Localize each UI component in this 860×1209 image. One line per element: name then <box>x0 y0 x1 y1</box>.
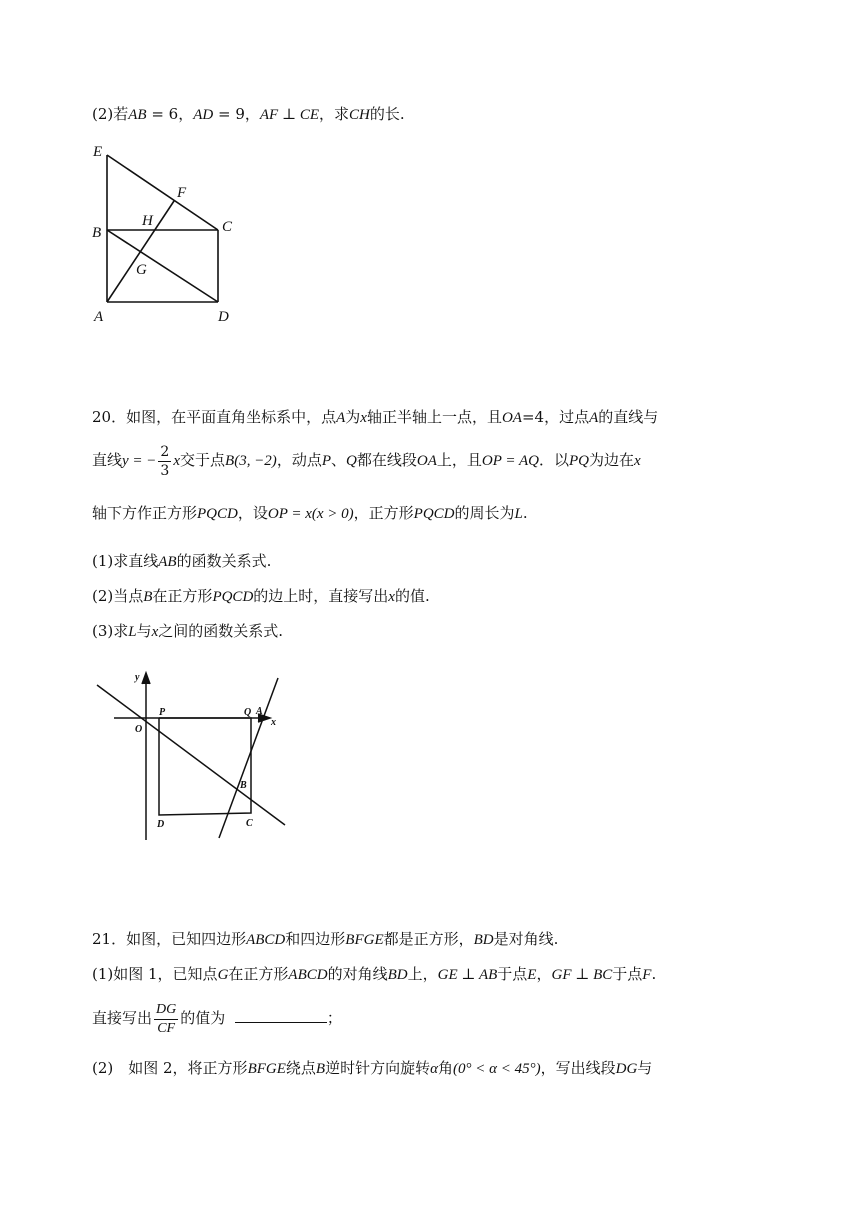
label-p: P <box>159 707 166 718</box>
y-axis-arrow <box>142 673 150 684</box>
label-b: B <box>240 780 247 791</box>
q20-line-2: 直线y = − $\frac{2}{3}$ x交于点B(3, −2)，动点P、Q都在线段OA上，且OP = AQ．以PQ为边在x <box>92 443 641 479</box>
label-e: E <box>93 144 103 160</box>
label-o: O <box>135 724 143 735</box>
q21-line-1: 21．如图，已知四边形ABCD和四边形BFGE都是正方形，BD是对角线. <box>92 930 559 948</box>
label-f: F <box>177 185 187 201</box>
label-a: A <box>256 706 263 717</box>
q21-part1: (1)如图 1，已知点G在正方形ABCD的对角线BD上，GE ⊥ AB于点E，GF ⊥ BC于点F. <box>92 965 657 983</box>
label-y: y <box>135 672 140 683</box>
label-d: D <box>157 819 165 830</box>
label-q: Q <box>244 707 252 718</box>
q20-line-3: 轴下方作正方形PQCD，设OP = x(x > 0)，正方形PQCD的周长为L. <box>92 504 528 522</box>
square-pqcd <box>159 718 251 815</box>
label-c: C <box>246 818 253 829</box>
label-a: A <box>94 309 104 325</box>
label-h: H <box>142 213 153 229</box>
label-g: G <box>136 262 147 278</box>
q20-line-1: 20．如图，在平面直角坐标系中，点A为x轴正半轴上一点，且OA=4，过点A的直线与 <box>92 408 659 426</box>
answer-blank[interactable] <box>235 1008 327 1023</box>
fraction-dg-over-cf: $\frac{DG}{CF}$ <box>156 1001 177 1036</box>
label-x: x <box>271 717 276 728</box>
q20-part2: (2)当点B在正方形PQCD的边上时，直接写出x的值. <box>92 587 430 605</box>
label-c: C <box>222 219 233 235</box>
label-d: D <box>218 309 229 325</box>
fraction-two-thirds: $\frac{2}{3}$ <box>160 443 170 479</box>
label-b: B <box>92 225 102 241</box>
q21-part2: (2) 如图 2，将正方形BFGE绕点B逆时针方向旋转α角(0° < α < 45°)，写出线段DG与 <box>92 1059 653 1077</box>
q20-part3: (3)求L与x之间的函数关系式. <box>92 622 284 640</box>
q20-part1: (1)求直线AB的函数关系式. <box>92 552 272 570</box>
q19-part2-text: (2)若AB = 6，AD = 9，AF ⊥ CE，求CH的长. <box>92 105 405 123</box>
q21-direct-answer: 直接写出 $\frac{DG}{CF}$ 的值为 ； <box>92 1001 342 1036</box>
